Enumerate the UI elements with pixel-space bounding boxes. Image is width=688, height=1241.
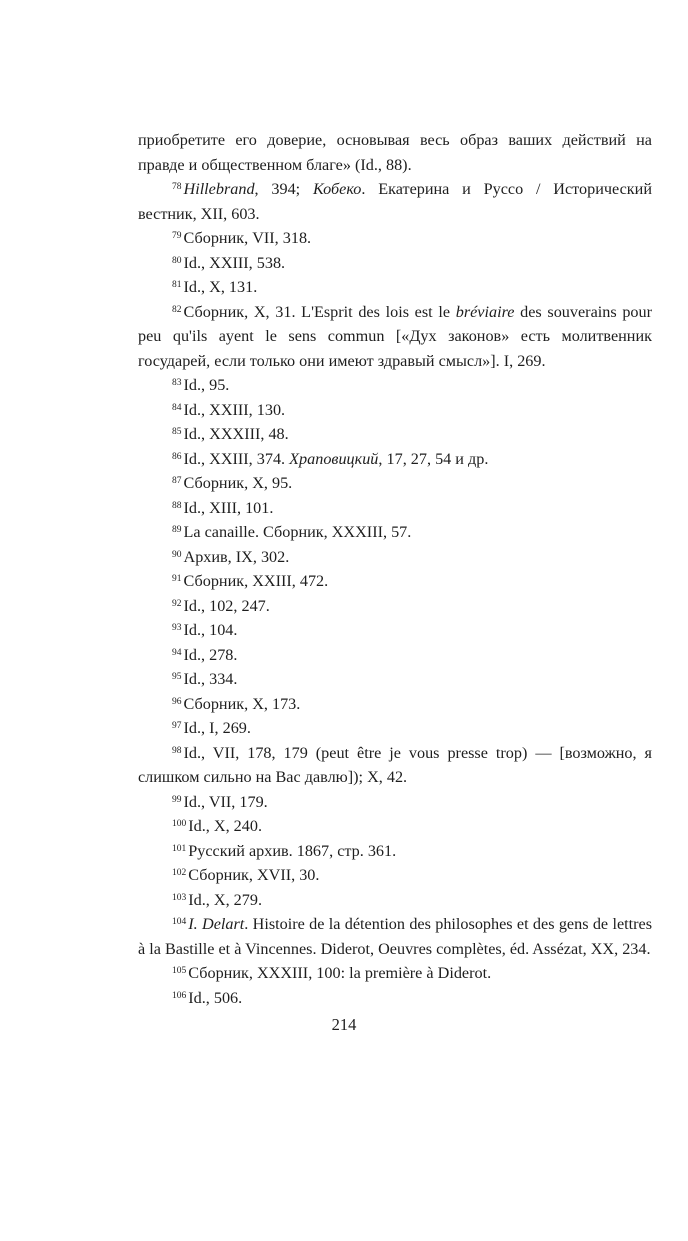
note-number: 92 bbox=[172, 598, 182, 609]
note-number: 94 bbox=[172, 647, 182, 658]
endnote-96 bbox=[138, 692, 652, 717]
note-number: 89 bbox=[172, 525, 182, 535]
endnote-78 bbox=[138, 177, 652, 226]
note-text: Id., XXIII, 538. bbox=[183, 253, 286, 272]
endnote-84 bbox=[138, 398, 652, 423]
endnote-91 bbox=[138, 569, 652, 594]
page-number: 214 bbox=[331, 1015, 357, 1034]
endnote-98 bbox=[138, 741, 652, 790]
note-number: 104 bbox=[172, 917, 187, 927]
note-number: 103 bbox=[172, 892, 187, 903]
note-text: Id., VII, 179. bbox=[183, 792, 268, 811]
note-number: 91 bbox=[172, 574, 182, 584]
note-number: 102 bbox=[172, 868, 187, 878]
note-text: . Histoire de la détention des philosophes et des gens de lettres à la Bastille et à Vincennes. Diderot, Oeuvres complètes, éd. Assézat, XX, 234. bbox=[138, 915, 652, 958]
note-number: 83 bbox=[172, 378, 182, 388]
note-text: Id., 334. bbox=[183, 670, 238, 688]
note-text: Id., XIII, 101. bbox=[183, 498, 274, 517]
note-text: Id., 95. bbox=[183, 376, 230, 394]
note-number: 101 bbox=[172, 843, 187, 854]
endnote-104 bbox=[138, 912, 652, 961]
note-number: 98 bbox=[172, 745, 182, 756]
endnote-92 bbox=[138, 594, 652, 619]
endnote-89 bbox=[138, 520, 652, 545]
note-text: Id., 506. bbox=[188, 988, 243, 1007]
note-text: Сборник, XXXIII, 100: la première à Diderot. bbox=[188, 964, 492, 982]
note-text: Id., X, 279. bbox=[188, 890, 262, 909]
note-number: 87 bbox=[172, 476, 182, 486]
note-text: Id., VII, 178, 179 (peut être je vous presse trop) — [возможно, я слишком сильно на Вас давлю]); X, 42. bbox=[138, 743, 652, 786]
note-number: 82 bbox=[172, 304, 182, 315]
note-text: Id., 104. bbox=[183, 621, 238, 639]
endnote-103 bbox=[138, 888, 652, 913]
endnote-79 bbox=[138, 226, 652, 251]
note-text: , 17, 27, 54 и др. bbox=[378, 449, 489, 468]
note-number: 81 bbox=[172, 280, 182, 290]
note-text: Сборник, VII, 318. bbox=[183, 229, 312, 247]
note-number: 96 bbox=[172, 696, 182, 707]
note-number: 95 bbox=[172, 672, 182, 682]
note-italic-text: bréviaire bbox=[455, 302, 515, 321]
note-text: Id., XXIII, 130. bbox=[183, 400, 286, 419]
note-text: Сборник, X, 95. bbox=[183, 474, 293, 492]
endnote-80 bbox=[138, 251, 652, 276]
endnote-100 bbox=[138, 814, 652, 839]
endnote-86 bbox=[138, 447, 652, 472]
note-number: 88 bbox=[172, 500, 182, 511]
endnote-83 bbox=[138, 373, 652, 398]
note-italic-text: Hillebrand bbox=[183, 180, 255, 198]
note-number: 105 bbox=[172, 966, 187, 976]
note-number: 97 bbox=[172, 721, 182, 731]
note-text: Id., XXIII, 374. bbox=[183, 449, 290, 468]
note-text: Сборник, X, 173. bbox=[183, 694, 301, 713]
endnote-87 bbox=[138, 471, 652, 496]
note-number: 100 bbox=[172, 819, 187, 829]
note-italic-text: I. Delart bbox=[188, 915, 245, 933]
endnote-99 bbox=[138, 790, 652, 815]
note-text: Сборник, XVII, 30. bbox=[188, 866, 320, 884]
endnote-93 bbox=[138, 618, 652, 643]
note-number: 93 bbox=[172, 623, 182, 633]
note-number: 85 bbox=[172, 427, 182, 437]
endnote-97 bbox=[138, 716, 652, 741]
note-number: 78 bbox=[172, 182, 182, 192]
endnote-85 bbox=[138, 422, 652, 447]
note-number: 99 bbox=[172, 794, 182, 805]
endnote-81 bbox=[138, 275, 652, 300]
note-number: 90 bbox=[172, 549, 182, 560]
note-text: Сборник, X, 31. L'Esprit des lois est le bbox=[183, 302, 456, 321]
endnotes-list bbox=[138, 128, 652, 1010]
note-text: Id., 278. bbox=[183, 645, 238, 664]
note-number: 79 bbox=[172, 231, 182, 241]
endnote-88 bbox=[138, 496, 652, 521]
note-text: Архив, IX, 302. bbox=[183, 547, 290, 566]
note-number: 106 bbox=[172, 990, 187, 1001]
note-number: 80 bbox=[172, 255, 182, 266]
note-text: La canaille. Сборник, XXXIII, 57. bbox=[183, 523, 412, 541]
endnote-90 bbox=[138, 545, 652, 570]
note-text: Id., 102, 247. bbox=[183, 596, 270, 615]
endnote-101 bbox=[138, 839, 652, 864]
note-text: , 394; bbox=[254, 180, 313, 198]
note-text: Русский архив. 1867, стр. 361. bbox=[188, 841, 397, 860]
note-text: Id., X, 131. bbox=[183, 278, 258, 296]
note-text: des souverains pour peu qu'ils ayent le sens commun [«Дух законов» есть молитвенник государей, если только они имеют здравый смысл»]. I, 269. bbox=[138, 302, 653, 370]
note-italic-text: Храповицкий bbox=[289, 449, 379, 468]
note-text: . Екатерина и Руссо / Исторический вестник, XII, 603. bbox=[138, 180, 652, 223]
note-number: 86 bbox=[172, 451, 182, 462]
note-italic-text: Кобеко bbox=[312, 180, 362, 198]
note-number: 84 bbox=[172, 402, 182, 413]
note-continuation: приобретите его доверие, основывая весь образ ваших действий на правде и общественном благе» (Id., 88). bbox=[138, 131, 652, 174]
endnote-106 bbox=[138, 986, 652, 1011]
note-text: Id., XXXIII, 48. bbox=[183, 425, 289, 443]
note-text: Сборник, XXIII, 472. bbox=[183, 572, 329, 590]
endnote-94 bbox=[138, 643, 652, 668]
endnote-95 bbox=[138, 667, 652, 692]
note-text: Id., I, 269. bbox=[183, 719, 251, 737]
endnote-82 bbox=[138, 300, 652, 374]
note-text: Id., X, 240. bbox=[188, 817, 262, 835]
endnote-102 bbox=[138, 863, 652, 888]
endnote-105 bbox=[138, 961, 652, 986]
